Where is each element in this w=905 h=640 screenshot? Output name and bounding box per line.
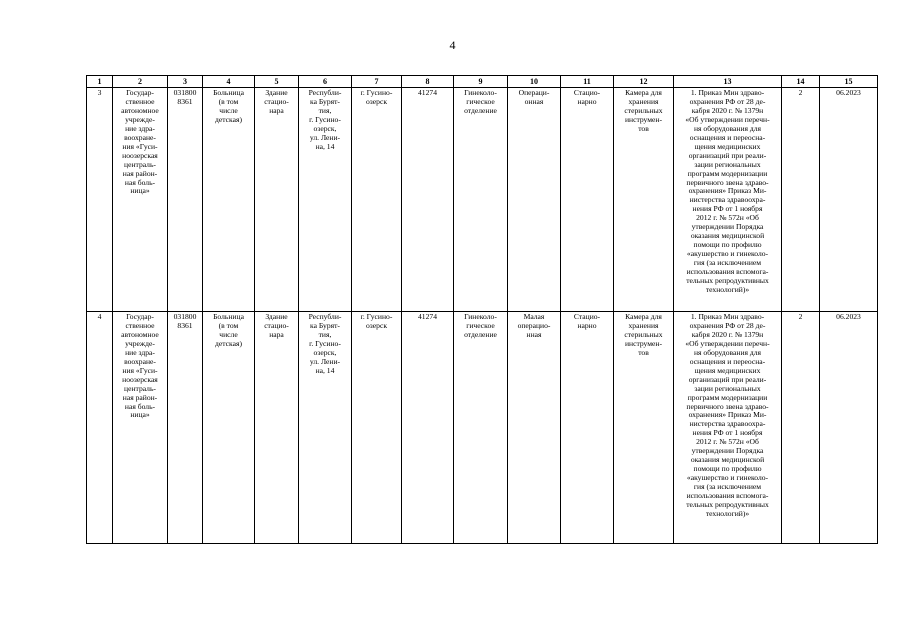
equipment-cell: Камера для хранения стерильных инструмен- тов (614, 88, 674, 312)
organization-cell: Государ- ственное автономное учрежде- ние здра- воохране- ния «Гуси- ноозерская централь- ная район- ная боль- ница» (113, 88, 168, 312)
column-header: 8 (402, 76, 454, 88)
code-cell: 031800 8361 (168, 88, 203, 312)
column-header: 5 (255, 76, 299, 88)
row-number-cell: 4 (87, 312, 113, 544)
department-cell: Гинеколо- гическое отделение (454, 88, 508, 312)
table-row (87, 312, 878, 544)
address-cell: Республи- ка Бурят- тия, г. Гусино- озерск, ул. Лени- на, 14 (299, 312, 352, 544)
column-header: 9 (454, 76, 508, 88)
oktmo-cell: 41274 (402, 88, 454, 312)
equipment-table (86, 75, 878, 544)
row-number-cell: 3 (87, 88, 113, 312)
quantity-cell: 2 (782, 88, 820, 312)
column-header: 1 (87, 76, 113, 88)
column-header: 6 (299, 76, 352, 88)
page-number: 4 (449, 38, 456, 52)
facility-type-cell: Больница (в том числе детская) (203, 312, 255, 544)
column-header: 15 (820, 76, 878, 88)
column-header: 14 (782, 76, 820, 88)
column-header: 7 (352, 76, 402, 88)
facility-type-cell: Больница (в том числе детская) (203, 88, 255, 312)
equipment-cell: Камера для хранения стерильных инструмен- тов (614, 312, 674, 544)
column-header: 4 (203, 76, 255, 88)
code-cell: 031800 8361 (168, 312, 203, 544)
regulation-cell: 1. Приказ Мин здраво- охранения РФ от 28 де- кабря 2020 г. № 1379н «Об утверждении перечн- ня оборудования для оснащения и переосна- щения медицинских организаций при реали- зации региональных программ модернизации первичного звена здраво- охранения» Приказ Ми- нистерства здравоохра- нения РФ от 1 ноября 2012 г. № 572н «Об утверждении Порядка оказания медицинской помощи по профилю «акушерство и гинеколо- гия (за исключением использования вспомога- тельных репродуктивных технологий)» (674, 88, 782, 312)
table-row (87, 88, 878, 312)
organization-cell: Государ- ственное автономное учрежде- ние здра- воохране- ния «Гуси- ноозерская централь- ная район- ная боль- ница» (113, 312, 168, 544)
building-cell: Здание стацио- нара (255, 312, 299, 544)
quantity-cell: 2 (782, 312, 820, 544)
locality-cell: г. Гусино- озерск (352, 312, 402, 544)
column-header: 13 (674, 76, 782, 88)
room-cell: Малая операцио- нная (508, 312, 561, 544)
regulation-cell: 1. Приказ Мин здраво- охранения РФ от 28 де- кабря 2020 г. № 1379н «Об утверждении перечн- ня оборудования для оснащения и переосна- щения медицинских организаций при реали- зации региональных программ модернизации первичного звена здраво- охранения» Приказ Ми- нистерства здравоохра- нения РФ от 1 ноября 2012 г. № 572н «Об утверждении Порядка оказания медицинской помощи по профилю «акушерство и гинеколо- гия (за исключением использования вспомога- тельных репродуктивных технологий)» (674, 312, 782, 544)
address-cell: Республи- ка Бурят- тия, г. Гусино- озерск, ул. Лени- на, 14 (299, 88, 352, 312)
date-cell: 06.2023 (820, 312, 878, 544)
care-condition-cell: Стацио- нарно (561, 312, 614, 544)
care-condition-cell: Стацио- нарно (561, 88, 614, 312)
room-cell: Операци- онная (508, 88, 561, 312)
column-header: 12 (614, 76, 674, 88)
department-cell: Гинеколо- гическое отделение (454, 312, 508, 544)
column-header: 3 (168, 76, 203, 88)
building-cell: Здание стацио- нара (255, 88, 299, 312)
date-cell: 06.2023 (820, 88, 878, 312)
column-header: 11 (561, 76, 614, 88)
oktmo-cell: 41274 (402, 312, 454, 544)
column-header: 10 (508, 76, 561, 88)
column-header: 2 (113, 76, 168, 88)
header-row (87, 76, 878, 88)
locality-cell: г. Гусино- озерск (352, 88, 402, 312)
